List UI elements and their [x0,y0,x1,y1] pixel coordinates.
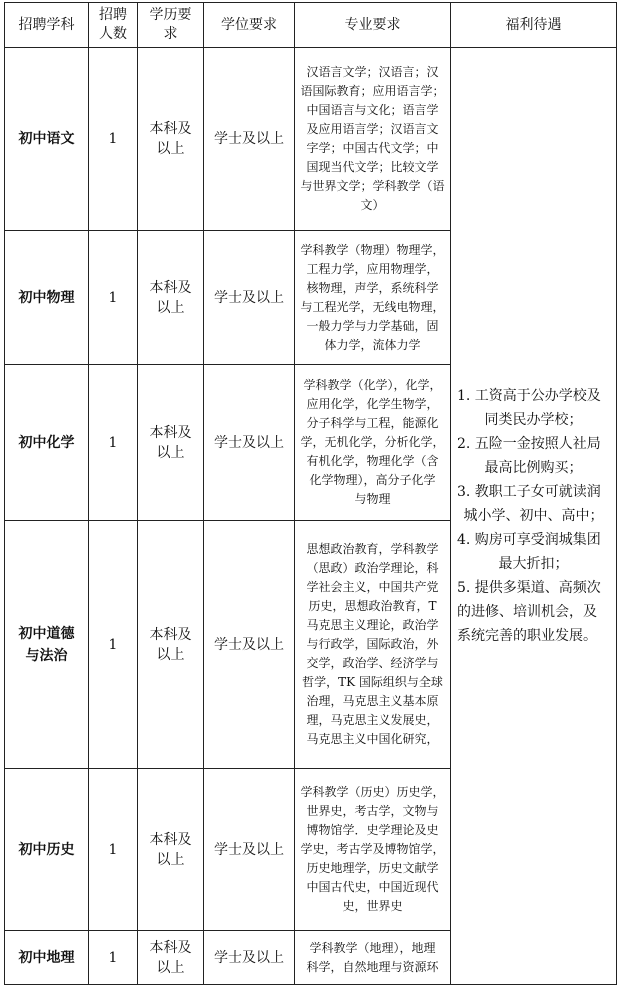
text-line: 以上 [156,299,185,316]
major-line: 哲学，TK 国际组织与全球 [302,675,443,689]
major-line: 学史，考古学及博物馆学， [300,842,445,856]
count-cell: 1 [89,48,138,231]
major-line: 核物理，声学，系统科学 [306,280,439,295]
text-line: 以上 [156,851,185,868]
major-line: 治理，马克思主义基本原 [306,694,439,708]
subject-cell [5,521,89,769]
header-major: 专业要求 [295,3,451,48]
degree-cell: 学士及以上 [204,365,295,521]
welfare-line: 最高比例购买； [484,460,583,476]
degree-cell: 学士及以上 [204,769,295,931]
text-line: 初中历史 [18,841,75,858]
degree-cell: 学士及以上 [204,48,295,231]
education-cell [138,231,204,365]
welfare-cell [451,48,617,985]
text-line: 以上 [156,959,185,976]
education-cell [138,48,204,231]
major-line: 学科教学（化学），化学， [303,378,442,392]
major-line: 思想政治教育，学科教学 [306,542,439,556]
major-line: 史，世界史 [342,899,403,913]
text-line: 初中地理 [18,949,75,966]
major-line: 历史地理学，历史文献学 [306,861,439,875]
major-line: 理，马克思主义发展史， [306,713,439,727]
major-line: 与行政学，国际政治，外 [306,637,439,651]
major-line: 学科教学（地理），地理 [309,940,436,955]
education-cell [138,365,204,521]
major-line: 分子科学与工程，能源化 [306,416,439,430]
text-line: 本科及 [149,939,192,956]
text-line: 本科及 [149,831,192,848]
major-cell [295,521,451,769]
welfare-line: 3. 教职工子女可就读润 [457,484,601,500]
text-line: 初中物理 [18,289,75,306]
text-line: 本科及 [149,279,192,296]
welfare-line: 的进修、培训机会，及 [457,604,597,620]
text-line: 本科及 [149,424,192,441]
major-line: 有机化学，物理化学（含 [306,454,439,468]
subject-cell [5,931,89,985]
count-cell: 1 [89,769,138,931]
education-cell [138,521,204,769]
text-line: 本科及 [149,626,192,643]
major-line: （思政）政治学理论，科 [306,561,439,575]
major-line: 字学；中国古代文学；中 [306,141,439,155]
major-line: 马克思主义中国化研究， [306,732,439,746]
recruitment-table [4,2,617,985]
major-line: 应用化学，化学生物学， [306,397,439,411]
text-line: 以上 [156,141,185,157]
major-line: 及应用语言学；汉语言文 [306,122,439,136]
major-line: 历史，思想政治教育，T [308,599,437,613]
count-cell: 1 [89,231,138,365]
table-row [5,48,617,231]
major-line: 与工程光学，无线电物理， [300,299,445,314]
welfare-line: 最大折扣； [498,556,569,572]
text-line: 初中语文 [18,131,75,147]
major-line: 科学，自然地理与资源环 [306,959,439,974]
text-line: 与法治 [25,647,68,664]
major-line: 文） [360,198,385,212]
major-line: 学科教学（物理）物理学， [300,242,445,257]
major-line: 学科教学（历史）历史学， [300,785,445,799]
major-line: 工程力学，应用物理学， [306,261,439,276]
major-line: 体力学，流体力学 [324,337,421,352]
subject-cell [5,769,89,931]
major-line: 与世界文学；学科教学（语 [300,179,445,193]
text-line: 初中化学 [18,434,75,451]
header-degree: 学位要求 [204,3,295,48]
major-cell [295,365,451,521]
major-line: 学，无机化学，分析化学， [300,435,445,449]
welfare-line: 系统完善的职业发展。 [457,628,597,644]
major-line: 学社会主义，中国共产党 [306,580,439,594]
header-education: 学历要 求 [138,3,204,48]
header-subject: 招聘学科 [5,3,89,48]
major-line: 马克思主义理论，政治学 [306,618,439,632]
text-line: 初中道德 [18,625,75,642]
header-count: 招聘 人数 [89,3,138,48]
major-cell [295,48,451,231]
welfare-line: 1. 工资高于公办学校及 [457,388,601,404]
header-welfare: 福利待遇 [451,3,617,48]
major-cell [295,769,451,931]
major-line: 语国际教育；应用语言学； [300,84,445,98]
count-cell: 1 [89,931,138,985]
welfare-line: 城小学、初中、高中； [463,508,604,524]
welfare-line: 同类民办学校； [484,412,583,428]
count-cell: 1 [89,521,138,769]
welfare-line: 4. 购房可享受润城集团 [457,532,601,548]
degree-cell: 学士及以上 [204,931,295,985]
major-cell [295,931,451,985]
text-line: 以上 [156,646,185,663]
major-line: 汉语言文学；汉语言；汉 [306,65,439,79]
major-line: 中国古代史，中国近现代 [306,880,439,894]
major-line: 博物馆学．史学理论及史 [306,823,439,837]
welfare-line: 5. 提供多渠道、高频次 [457,580,601,596]
subject-cell [5,365,89,521]
text-line: 以上 [156,444,185,461]
count-cell: 1 [89,365,138,521]
subject-cell [5,231,89,365]
header-row [5,3,617,48]
major-line: 世界史，考古学，文物与 [306,804,439,818]
education-cell [138,769,204,931]
text-line: 本科及 [149,121,192,137]
major-line: 一般力学与力学基础，固 [306,318,439,333]
degree-cell: 学士及以上 [204,231,295,365]
education-cell [138,931,204,985]
welfare-line: 2. 五险一金按照人社局 [457,436,601,452]
major-line: 交学，政治学、经济学与 [306,656,439,670]
degree-cell: 学士及以上 [204,521,295,769]
major-line: 国现当代文学；比较文学 [306,160,439,174]
major-cell [295,231,451,365]
major-line: 与物理 [354,492,391,506]
major-line: 中国语言与文化；语言学 [306,103,439,117]
major-line: 化学物理），高分子化学 [309,473,436,487]
subject-cell [5,48,89,231]
